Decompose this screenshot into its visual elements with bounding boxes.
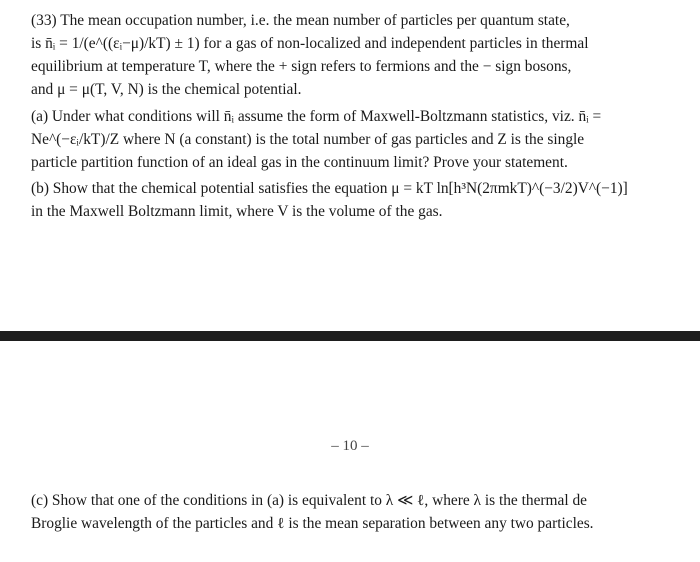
part-c-line-1: (c) Show that one of the conditions in (a) is equivalent to λ ≪ ℓ, where λ is the thermal de [31,492,587,509]
page-number: – 10 – [331,438,369,454]
intro-line-4: and μ = μ(T, V, N) is the chemical potential. [31,81,302,98]
part-b [31,177,671,223]
intro-line-3: equilibrium at temperature T, where the + sign refers to fermions and the − sign bosons, [31,58,572,75]
part-a [31,105,671,174]
part-a-line-1: (a) Under what conditions will n̄ᵢ assume the form of Maxwell-Boltzmann statistics, viz. n̄ᵢ = [31,108,602,125]
part-b-line-2: in the Maxwell Boltzmann limit, where V is the volume of the gas. [31,203,443,220]
part-b-line-1: (b) Show that the chemical potential satisfies the equation μ = kT ln[h³N(2πmkT)^(−3/2)V^(−1)] [31,180,628,197]
problem-intro [31,9,671,101]
part-a-line-2: Ne^(−εᵢ/kT)/Z where N (a constant) is the total number of gas particles and Z is the single [31,131,585,148]
part-a-line-3: particle partition function of an ideal gas in the continuum limit? Prove your statement. [31,154,568,171]
page-break-rule [0,331,700,341]
intro-line-1: (33) The mean occupation number, i.e. the mean number of particles per quantum state, [31,12,570,29]
part-c-line-2: Broglie wavelength of the particles and ℓ is the mean separation between any two particles. [31,515,594,532]
part-c [31,489,671,535]
intro-line-2: is n̄ᵢ = 1/(e^((εᵢ−μ)/kT) ± 1) for a gas of non-localized and independent particles in thermal [31,35,589,52]
